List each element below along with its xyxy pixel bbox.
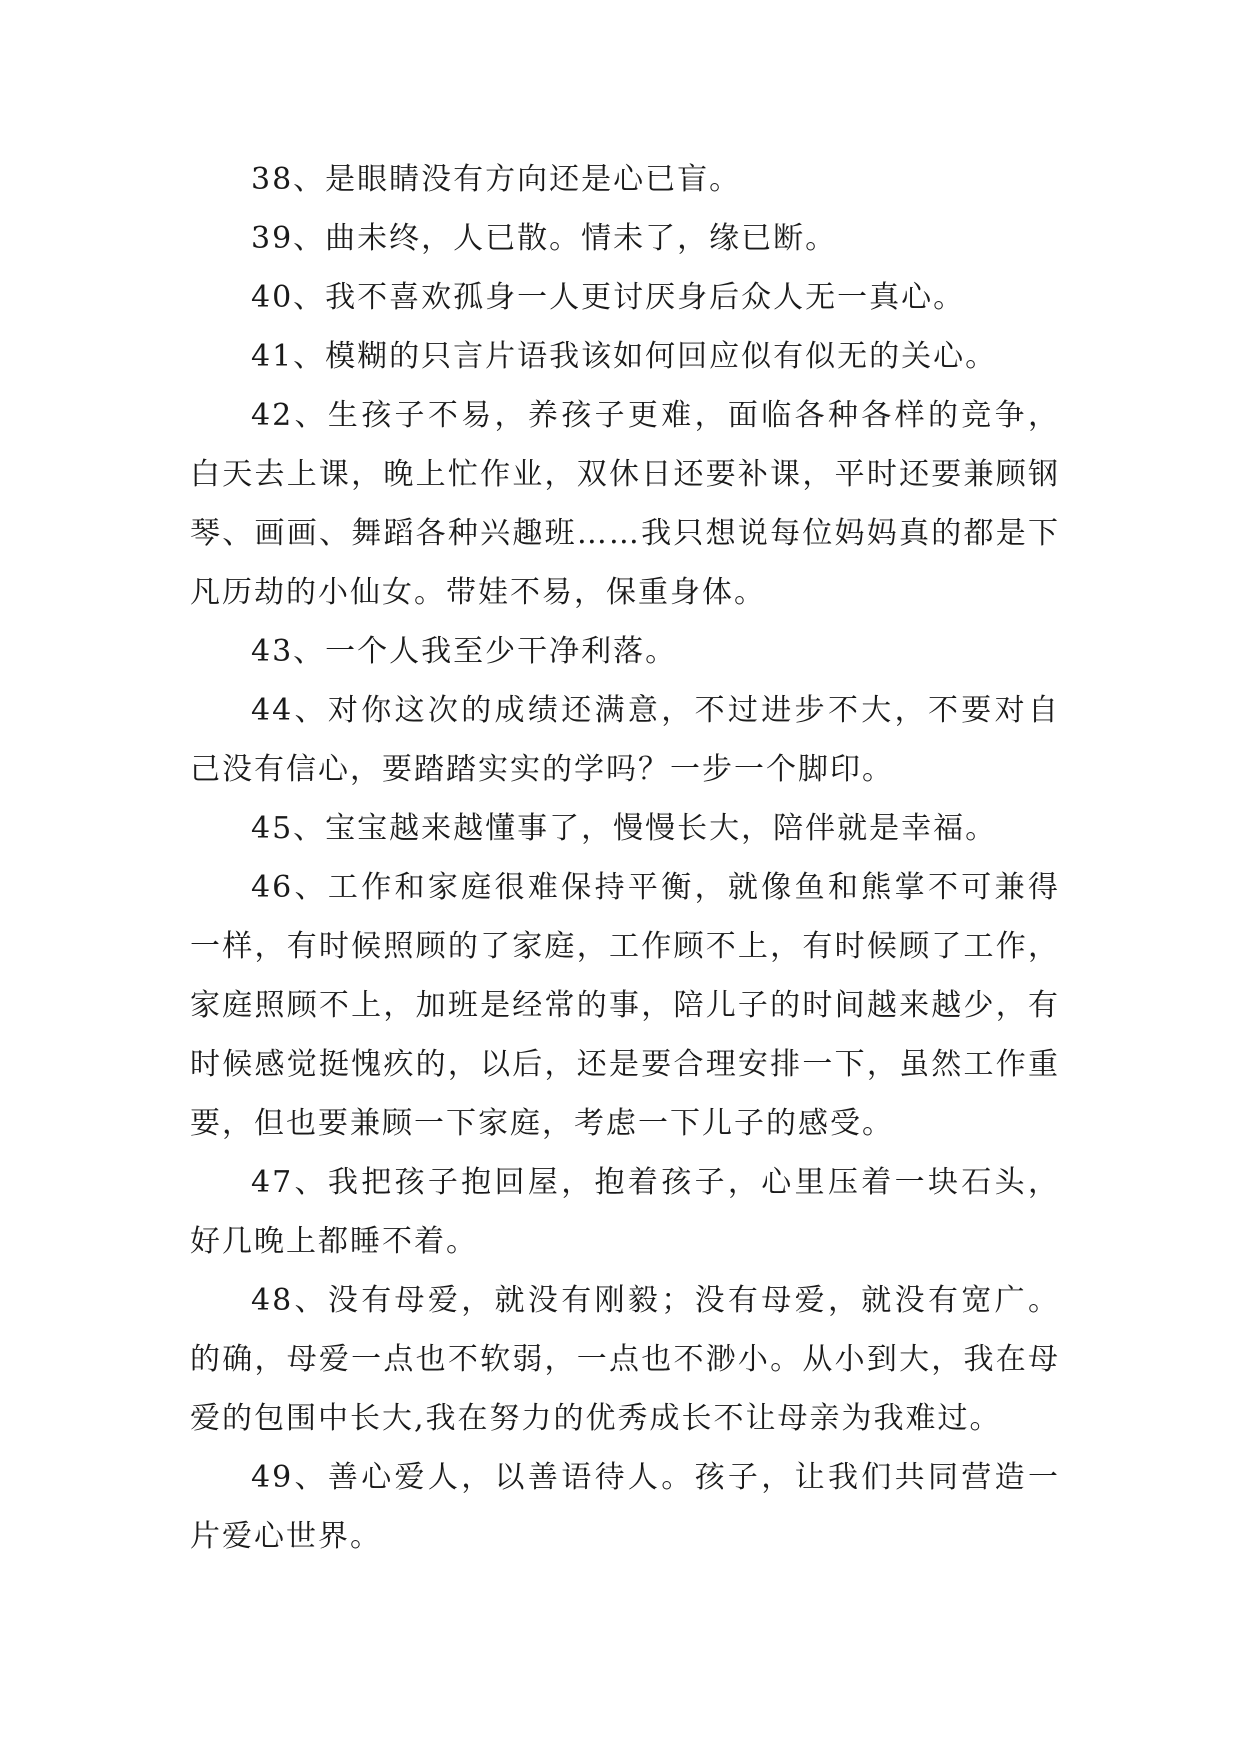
document-body [190, 150, 1060, 1566]
paragraph-43: 43、一个人我至少干净利落。 [251, 634, 678, 669]
paragraph-44: 44、对你这次的成绩还满意，不过进步不大，不要对自己没有信心，要踏踏实实的学吗？一步一个脚印。 [190, 693, 1060, 787]
paragraph-49: 49、善心爱人，以善语待人。孩子，让我们共同营造一片爱心世界。 [190, 1460, 1060, 1554]
paragraph-47: 47、我把孩子抱回屋，抱着孩子，心里压着一块石头，好几晚上都睡不着。 [190, 1165, 1060, 1259]
paragraph-48: 48、没有母爱，就没有刚毅；没有母爱，就没有宽广。的确，母爱一点也不软弱，一点也不渺小。从小到大，我在母爱的包围中长大,我在努力的优秀成长不让母亲为我难过。 [190, 1283, 1060, 1436]
paragraph-46: 46、工作和家庭很难保持平衡，就像鱼和熊掌不可兼得一样，有时候照顾的了家庭，工作顾不上，有时候顾了工作，家庭照顾不上，加班是经常的事，陪儿子的时间越来越少，有时候感觉挺愧疚的，以后，还是要合理安排一下，虽然工作重要，但也要兼顾一下家庭，考虑一下儿子的感受。 [190, 870, 1060, 1141]
paragraph-41: 41、模糊的只言片语我该如何回应似有似无的关心。 [251, 339, 998, 374]
paragraph-38: 38、是眼睛没有方向还是心已盲。 [251, 162, 742, 197]
paragraph-39: 39、曲未终，人已散。情未了，缘已断。 [251, 221, 838, 256]
paragraph-40: 40、我不喜欢孤身一人更讨厌身后众人无一真心。 [251, 280, 966, 315]
paragraph-42: 42、生孩子不易，养孩子更难，面临各种各样的竞争，白天去上课，晚上忙作业，双休日还要补课，平时还要兼顾钢琴、画画、舞蹈各种兴趣班……我只想说每位妈妈真的都是下凡历劫的小仙女。带娃不易，保重身体。 [190, 398, 1060, 610]
paragraph-45: 45、宝宝越来越懂事了，慢慢长大，陪伴就是幸福。 [251, 811, 998, 846]
